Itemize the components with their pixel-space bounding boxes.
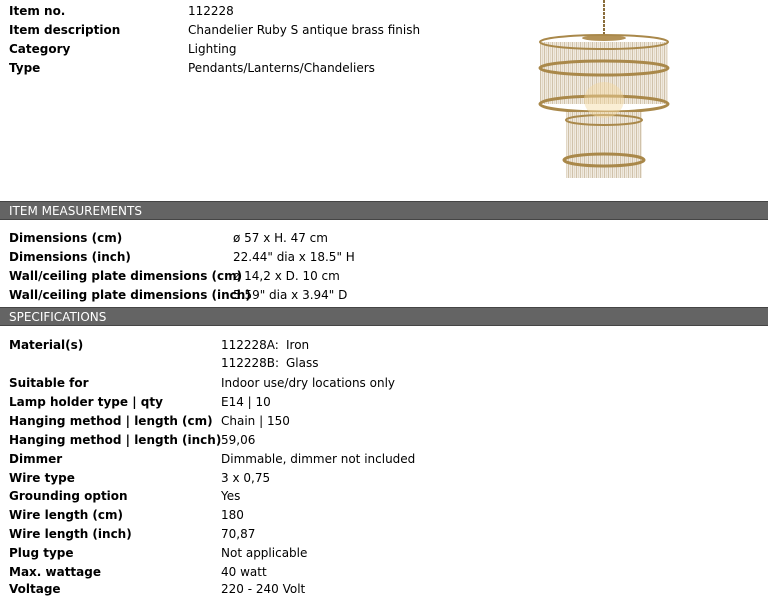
spec-label: Max. wattage <box>9 565 101 579</box>
product-image <box>528 0 688 182</box>
header-label: Item description <box>9 23 121 37</box>
header-value: Lighting <box>188 42 237 56</box>
measurement-label: Dimensions (inch) <box>9 250 131 264</box>
measurement-row <box>0 267 768 286</box>
spec-row <box>0 431 768 450</box>
measurement-value: 22.44" dia x 18.5" H <box>233 250 355 264</box>
material-code: 112228A: <box>221 338 279 352</box>
spec-value: 3 x 0,75 <box>221 471 271 485</box>
spec-row-materials <box>0 336 768 355</box>
spec-label: Grounding option <box>9 489 128 503</box>
spec-value: Yes <box>221 489 241 503</box>
spec-label: Suitable for <box>9 376 89 390</box>
measurement-row <box>0 286 768 305</box>
spec-value: 220 - 240 Volt <box>221 582 306 596</box>
spec-label: Wire length (inch) <box>9 527 132 541</box>
header-label: Category <box>9 42 71 56</box>
header-label: Item no. <box>9 4 66 18</box>
measurement-row <box>0 248 768 267</box>
spec-row <box>0 412 768 431</box>
spec-row <box>0 487 768 506</box>
spec-label: Dimmer <box>9 452 63 466</box>
header-value: 112228 <box>188 4 234 18</box>
material-entry <box>221 336 309 355</box>
spec-value: Chain | 150 <box>221 414 290 428</box>
spec-value: 40 watt <box>221 565 267 579</box>
material-name: Iron <box>286 338 310 352</box>
spec-value: Dimmable, dimmer not included <box>221 452 416 466</box>
spec-label: Hanging method | length (inch) <box>9 433 222 447</box>
spec-row <box>0 393 768 412</box>
header-value: Pendants/Lanterns/Chandeliers <box>188 61 375 75</box>
measurement-label: Wall/ceiling plate dimensions (inch) <box>9 288 251 302</box>
spec-value: 180 <box>221 508 244 522</box>
section-header-specifications: SPECIFICATIONS <box>0 307 768 326</box>
spec-label: Lamp holder type | qty <box>9 395 163 409</box>
spec-value: 70,87 <box>221 527 256 541</box>
spec-value: E14 | 10 <box>221 395 271 409</box>
spec-row <box>0 525 768 544</box>
spec-label: Hanging method | length (cm) <box>9 414 213 428</box>
spec-row <box>0 544 768 563</box>
spec-label: Wire length (cm) <box>9 508 124 522</box>
material-name: Glass <box>286 356 319 370</box>
spec-label: Plug type <box>9 546 74 560</box>
header-value: Chandelier Ruby S antique brass finish <box>188 23 421 37</box>
spec-label: Voltage <box>9 582 61 596</box>
spec-row <box>0 450 768 469</box>
section-header-measurements: ITEM MEASUREMENTS <box>0 201 768 220</box>
spec-row <box>0 580 768 599</box>
header-label: Type <box>9 61 41 75</box>
measurement-label: Wall/ceiling plate dimensions (cm) <box>9 269 243 283</box>
spec-label: Material(s) <box>9 338 84 352</box>
spec-row-materials-2 <box>0 354 768 373</box>
spec-label: Wire type <box>9 471 75 485</box>
spec-row <box>0 506 768 525</box>
spec-row <box>0 374 768 393</box>
spec-row <box>0 469 768 488</box>
measurement-label: Dimensions (cm) <box>9 231 123 245</box>
measurement-value: 5.59" dia x 3.94" D <box>233 288 348 302</box>
measurement-value: ø 14,2 x D. 10 cm <box>233 269 340 283</box>
spec-value: Indoor use/dry locations only <box>221 376 396 390</box>
measurement-value: ø 57 x H. 47 cm <box>233 231 328 245</box>
measurement-row <box>0 229 768 248</box>
spec-value: 59,06 <box>221 433 256 447</box>
material-code: 112228B: <box>221 356 280 370</box>
material-entry <box>221 354 319 373</box>
spec-value: Not applicable <box>221 546 308 560</box>
